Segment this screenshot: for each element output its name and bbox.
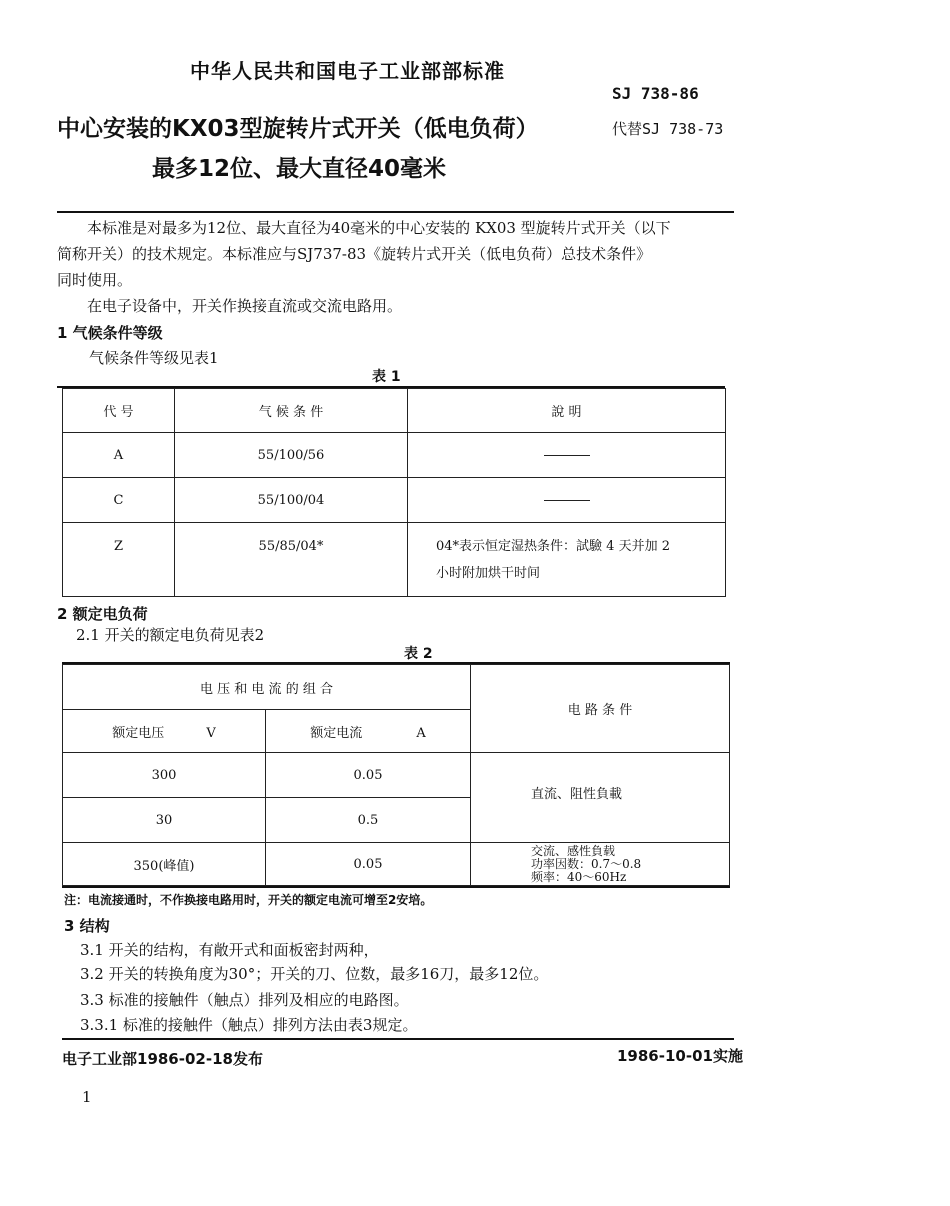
table-2 xyxy=(62,664,730,886)
section-1-text: 气候条件等级见表1 xyxy=(89,349,219,367)
ac-condition-line2: 功率因数：0.7～0.8 xyxy=(531,856,642,871)
intro-paragraph-line1: 本标准是对最多为12位、最大直径为40毫米的中心安装的 KX03 型旋转片式开关（以下 xyxy=(87,219,671,237)
current-header-label: 额定电流 xyxy=(310,725,363,741)
table-row xyxy=(63,523,726,597)
table-2-group-header: 电 压 和 电 流 的 组 合 xyxy=(63,665,471,710)
table-1-header-code: 代 号 xyxy=(63,389,175,433)
intro-paragraph-line2: 简称开关）的技术规定。本标准应与SJ737-83《旋转片式开关（低电负荷）总技术条件》 xyxy=(57,245,652,263)
section-3-3-1: 3.3.1 标准的接触件（触点）排列方法由表3规定。 xyxy=(80,1016,418,1034)
table-2-bottom-rule xyxy=(62,886,730,888)
section-2-1-text: 2.1 开关的额定电负荷见表2 xyxy=(76,626,265,644)
table-1-cell-code: C xyxy=(63,478,175,523)
table-1-cell-code: A xyxy=(63,433,175,478)
current-unit: A xyxy=(416,725,426,741)
section-3-heading: 3 结构 xyxy=(64,917,110,935)
table-1-note-line2: 小时附加烘干时间 xyxy=(436,565,541,581)
section-3-1: 3.1 开关的结构，有敞开式和面板密封两种， xyxy=(80,941,379,959)
header-divider xyxy=(57,211,734,213)
table-row xyxy=(63,478,726,523)
table-2-cell-current: 0.5 xyxy=(266,798,471,843)
dash-mark xyxy=(544,455,590,456)
table-2-caption: 表 2 xyxy=(404,646,433,662)
table-1 xyxy=(62,388,726,597)
ac-condition-line1: 交流、感性負载 xyxy=(531,843,616,858)
table-1-cell-note xyxy=(408,523,726,597)
standard-code: SJ 738-86 xyxy=(612,84,699,103)
replaces-standard: 代替SJ 738-73 xyxy=(612,120,724,138)
section-3-3: 3.3 标准的接触件（触点）排列及相应的电路图。 xyxy=(80,991,409,1009)
footer-divider xyxy=(62,1038,734,1040)
table-2-cell-voltage: 30 xyxy=(63,798,266,843)
table-row xyxy=(63,843,730,886)
dash-mark xyxy=(544,500,590,501)
section-3-2: 3.2 开关的转换角度为30°；开关的刀、位数，最多16刀，最多12位。 xyxy=(80,965,549,983)
intro-paragraph-line3: 同时使用。 xyxy=(57,271,133,289)
page-number: 1 xyxy=(82,1088,92,1106)
table-1-header-note: 說 明 xyxy=(408,389,726,433)
table-row xyxy=(63,753,730,798)
table-2-note: 注：电流接通时，不作换接电路用时，开关的额定电流可增至2安培。 xyxy=(64,893,433,907)
issue-date: 电子工业部1986-02-18发布 xyxy=(62,1050,263,1068)
table-1-cell-note xyxy=(408,433,726,478)
ac-condition-line3: 频率：40～60Hz xyxy=(531,869,627,884)
table-2-cell-dc-condition: 直流、阻性負載 xyxy=(471,753,730,843)
section-2-heading: 2 额定电负荷 xyxy=(57,605,148,623)
issuing-authority: 中华人民共和国电子工业部部标准 xyxy=(190,59,505,83)
document-title-line1: 中心安装的KX03型旋转片式开关（低电负荷） xyxy=(57,116,539,142)
table-1-caption: 表 1 xyxy=(372,369,401,385)
table-1-note-line1: 04*表示恒定湿热条件：試驗 4 天并加 2 xyxy=(436,538,670,554)
table-1-cell-condition: 55/100/56 xyxy=(175,433,408,478)
table-2-current-header xyxy=(266,710,471,753)
table-2-voltage-header xyxy=(63,710,266,753)
voltage-unit: V xyxy=(206,725,216,741)
effective-date: 1986-10-01实施 xyxy=(617,1047,743,1065)
table-2-cell-current: 0.05 xyxy=(266,843,471,886)
table-1-cell-condition: 55/85/04* xyxy=(175,523,408,597)
table-2-cell-voltage: 300 xyxy=(63,753,266,798)
table-2-circuit-header: 电 路 条 件 xyxy=(471,665,730,753)
table-2-cell-voltage: 350(峰值) xyxy=(63,843,266,886)
intro-paragraph-2: 在电子设备中，开关作换接直流或交流电路用。 xyxy=(87,297,403,315)
voltage-header-label: 额定电压 xyxy=(112,725,165,741)
table-2-cell-ac-condition xyxy=(471,843,730,886)
table-2-cell-current: 0.05 xyxy=(266,753,471,798)
section-1-heading: 1 气候条件等级 xyxy=(57,324,163,342)
table-1-cell-condition: 55/100/04 xyxy=(175,478,408,523)
table-1-header-condition: 气 候 条 件 xyxy=(175,389,408,433)
table-1-cell-code: Z xyxy=(63,523,175,597)
document-title-line2: 最多12位、最大直径40毫米 xyxy=(152,156,447,182)
table-1-cell-note xyxy=(408,478,726,523)
table-row xyxy=(63,433,726,478)
